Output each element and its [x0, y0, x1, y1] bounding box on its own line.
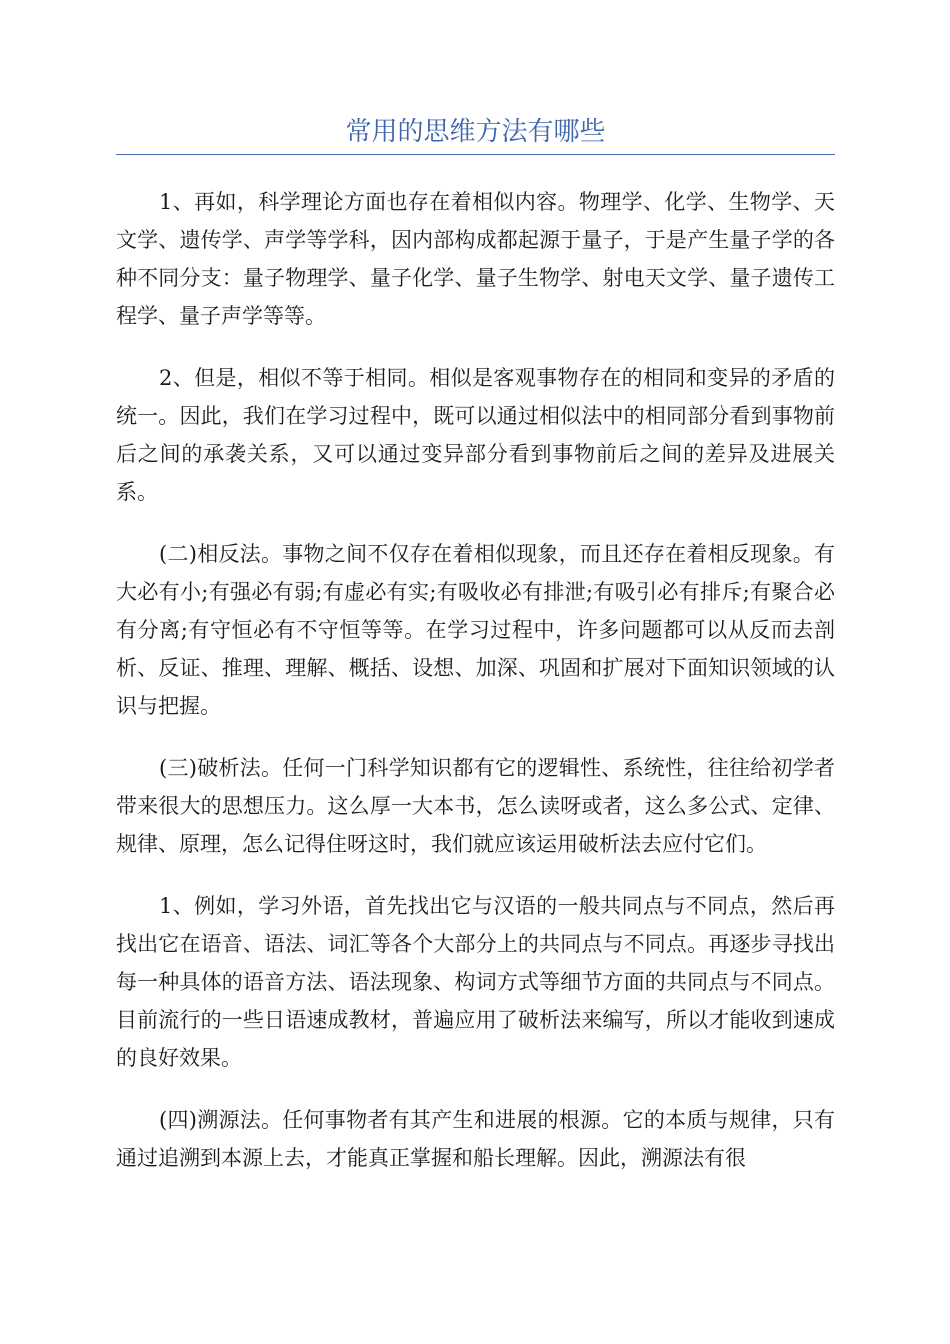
paragraph-4: (三)破析法。任何一门科学知识都有它的逻辑性、系统性，往往给初学者带来很大的思想压力。这么厚一大本书，怎么读呀或者，这么多公式、定律、规律、原理，怎么记得住呀这时，我们就应该运用破析法去应付它们。	[116, 756, 835, 856]
paragraph-2: 2、但是，相似不等于相同。相似是客观事物存在的相同和变异的矛盾的统一。因此，我们在学习过程中，既可以通过相似法中的相同部分看到事物前后之间的承袭关系，又可以通过变异部分看到事物前后之间的差异及进展关系。	[116, 366, 835, 504]
paragraph-6: (四)溯源法。任何事物者有其产生和进展的根源。它的本质与规律，只有通过追溯到本源上去，才能真正掌握和船长理解。因此，溯源法有很	[116, 1108, 835, 1170]
title-underline	[116, 154, 835, 155]
document-title: 常用的思维方法有哪些	[345, 117, 606, 147]
paragraph-3: (二)相反法。事物之间不仅存在着相似现象，而且还存在着相反现象。有大必有小;有强必有弱;有虚必有实;有吸收必有排泄;有吸引必有排斥;有聚合必有分离;有守恒必有不守恒等等。在学习过程中，许多问题都可以从反而去剖析、反证、推理、理解、概括、设想、加深、巩固和扩展对下面知识领域的认识与把握。	[116, 542, 835, 718]
document-page	[116, 110, 835, 1201]
paragraph-1: 1、再如，科学理论方面也存在着相似内容。物理学、化学、生物学、天文学、遗传学、声学等学科，因内部构成都起源于量子，于是产生量子学的各种不同分支：量子物理学、量子化学、量子生物学、射电天文学、量子遗传工程学、量子声学等等。	[116, 190, 835, 328]
paragraph-5: 1、例如，学习外语，首先找出它与汉语的一般共同点与不同点，然后再找出它在语音、语法、词汇等各个大部分上的共同点与不同点。再逐步寻找出每一种具体的语音方法、语法现象、构词方式等细节方面的共同点与不同点。目前流行的一些日语速成教材，普遍应用了破析法来编写，所以才能收到速成的良好效果。	[116, 894, 835, 1070]
